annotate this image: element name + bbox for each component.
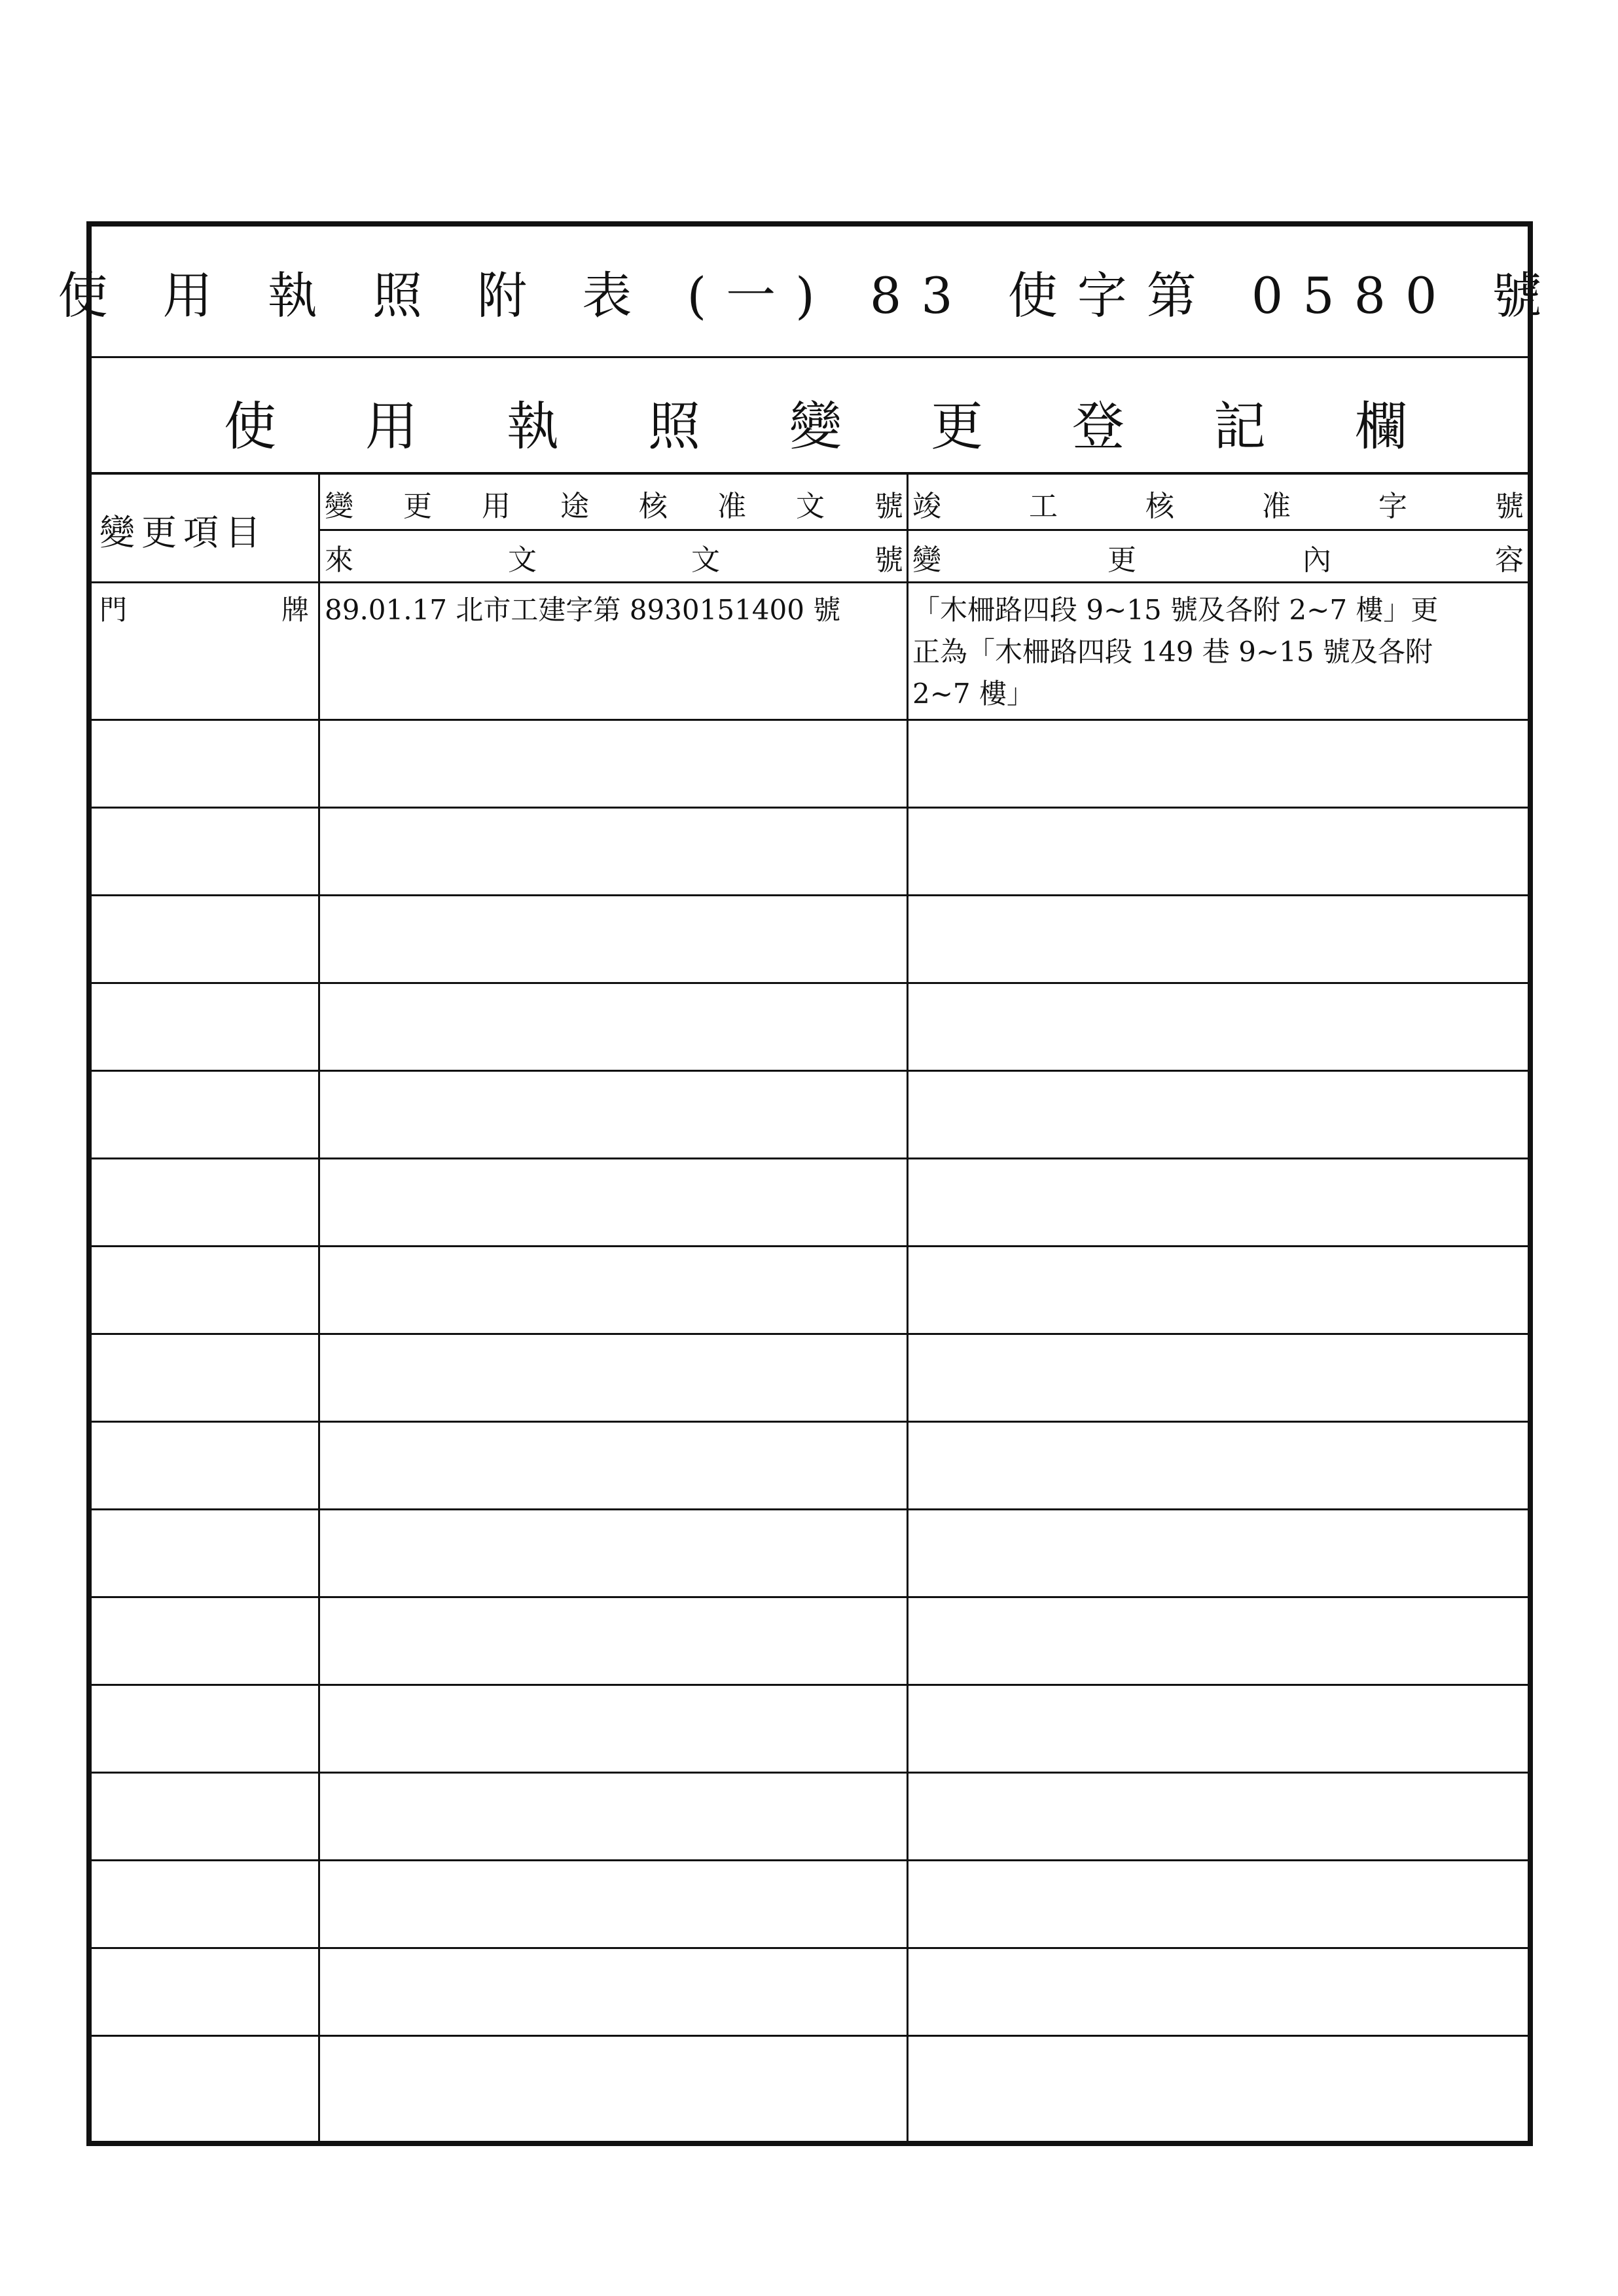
- subtitle-char: 更: [931, 396, 983, 457]
- form-title: 使 用 執 照 附 表 (一) 83 使字第 0580 號: [58, 266, 1562, 325]
- column-header-char: 准: [1262, 490, 1291, 523]
- row-item-char: 牌: [281, 594, 310, 626]
- column-header-char: 變: [325, 490, 353, 523]
- subtitle-row: [92, 358, 1528, 475]
- row-line: [92, 1772, 1528, 1774]
- column-header-char: 來: [325, 543, 353, 577]
- column-header-item: 變更項目: [99, 512, 267, 553]
- column-divider: [318, 475, 320, 2146]
- column-header-char: 工: [1029, 490, 1058, 523]
- title-row: [58, 227, 1562, 358]
- header-bottom-line: [92, 581, 1528, 583]
- column-header-char: 核: [1145, 490, 1174, 523]
- column-header-char: 文: [796, 490, 825, 523]
- column-header-char: 號: [874, 543, 903, 577]
- header-divider: [318, 529, 1528, 531]
- column-header-char: 字: [1378, 490, 1407, 523]
- row-line: [92, 894, 1528, 896]
- row-approval-doc: 89.01.17 北市工建字第 8930151400 號: [325, 594, 841, 626]
- column-header-char: 文: [508, 543, 537, 577]
- subtitle-char: 用: [365, 396, 418, 457]
- row-change-content: [912, 589, 1528, 715]
- form-frame: [58, 221, 1562, 2146]
- row-line: [92, 1508, 1528, 1510]
- row-line: [92, 982, 1528, 984]
- content-line: 正為「木柵路四段 149 巷 9~15 號及各附: [912, 636, 1433, 668]
- column-header-char: 核: [639, 490, 668, 523]
- content-line: 2~7 樓」: [912, 678, 1034, 710]
- row-item-char: 門: [99, 594, 128, 626]
- subtitle-char: 使: [224, 396, 276, 457]
- row-line: [92, 1421, 1528, 1423]
- column-header-char: 用: [482, 490, 511, 523]
- subtitle-char: 登: [1072, 396, 1124, 457]
- row-line: [92, 1070, 1528, 1072]
- column-header-char: 變: [912, 543, 941, 577]
- column-header-char: 准: [717, 490, 746, 523]
- subtitle-char: 照: [648, 396, 700, 457]
- row-line: [92, 719, 1528, 721]
- subtitle-char: 欄: [1355, 396, 1407, 457]
- subtitle-char: 執: [507, 396, 559, 457]
- row-line: [92, 1947, 1528, 1949]
- subtitle-char: 記: [1214, 396, 1266, 457]
- content-line: 「木柵路四段 9~15 號及各附 2~7 樓」更: [912, 594, 1439, 626]
- row-line: [92, 1859, 1528, 1861]
- column-header-char: 容: [1495, 543, 1524, 577]
- row-line: [92, 807, 1528, 809]
- column-header-char: 號: [874, 490, 903, 523]
- register-table: [92, 475, 1528, 2146]
- subtitle-char: 變: [789, 396, 842, 457]
- row-line: [92, 1157, 1528, 1159]
- column-header-char: 文: [691, 543, 720, 577]
- row-line: [92, 1684, 1528, 1686]
- row-line: [92, 1245, 1528, 1247]
- column-header-char: 內: [1303, 543, 1331, 577]
- column-header-char: 途: [560, 490, 589, 523]
- row-line: [92, 1596, 1528, 1598]
- column-divider: [907, 475, 908, 2146]
- column-header-char: 更: [1107, 543, 1136, 577]
- column-header-char: 更: [403, 490, 432, 523]
- column-header-char: 號: [1495, 490, 1524, 523]
- row-line: [92, 2035, 1528, 2037]
- row-line: [92, 1333, 1528, 1335]
- column-header-char: 竣: [912, 490, 941, 523]
